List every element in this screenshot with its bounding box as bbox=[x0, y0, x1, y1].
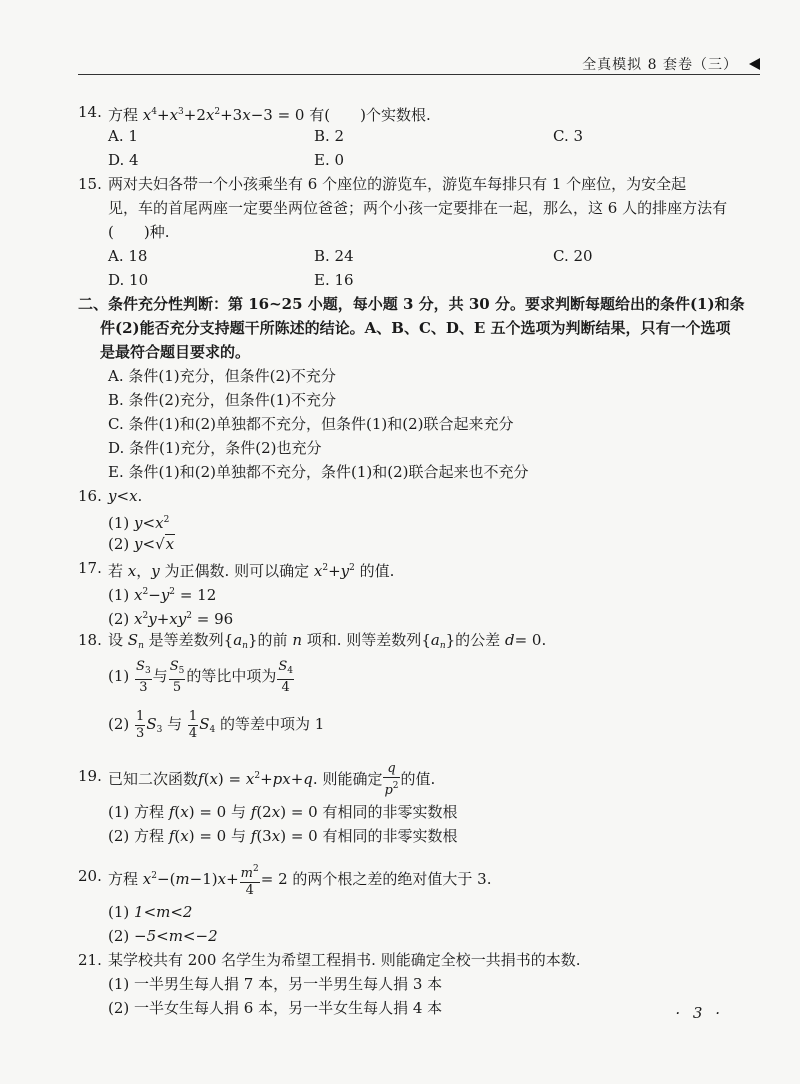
condition-1: (1) $x^2-y^2 = 12$ bbox=[108, 586, 217, 604]
question-18: 18. 设 $S_n$ 是等差数列$\{a_n\}$的前 n 项和. 则等差数列$\{a_n\}$的公差 d= 0. bbox=[78, 628, 768, 652]
question-number: 18. bbox=[78, 631, 102, 649]
condition-1: (1) 方程 f(x) = 0 与 f(2x) = 0 有相同的非零实数根 bbox=[108, 803, 458, 821]
option: D. 4 bbox=[108, 151, 139, 169]
condition-2: (2) $x^2y+xy^2 = 96$ bbox=[108, 610, 234, 628]
condition-1: (1) 一半男生每人捐 7 本，另一半男生每人捐 3 本 bbox=[108, 975, 443, 993]
option: D. 10 bbox=[108, 271, 149, 289]
condition-2: (2) $\frac{1}{3}$ $S_3$ 与 $\frac{1}{4}$ $S_4$ 的等差中项为 1 bbox=[108, 708, 325, 741]
options-row bbox=[78, 268, 768, 292]
question-number: 19. bbox=[78, 767, 102, 785]
question-14: 14. 方程 $x^4+x^3+2x^2+3x-3 = 0$ 有( )个实数根. bbox=[78, 100, 768, 124]
page-header bbox=[78, 52, 760, 75]
option: E. 16 bbox=[314, 271, 354, 289]
question-number: 16. bbox=[78, 487, 102, 505]
question-number: 15. bbox=[78, 175, 102, 193]
question-number: 14. bbox=[78, 103, 102, 121]
triangle-left-icon bbox=[749, 58, 760, 70]
question-number: 20. bbox=[78, 867, 102, 885]
condition-1: (1) 1<m<2 bbox=[108, 903, 193, 921]
judgement-option: C. 条件(1)和(2)单独都不充分，但条件(1)和(2)联合起来充分 bbox=[108, 415, 514, 433]
option: B. 24 bbox=[314, 247, 354, 265]
page-content: 14. 方程 $x^4+x^3+2x^2+3x-3 = 0$ 有( )个实数根. A. 1 B. 2 C. 3 D. 4 E. 0 15. 两对夫妇各带一个小孩乘坐有 6 个座位的游览车，游览车每排只有 1 个座位，为安全起 见，车的首尾两座一定要坐两位爸爸；两个小孩一定要排在一起，那么，这 6 人的排座方法有 ( )种. A. 18 B. 24 C. 20 D. 10 E. 16 二、条件充分性判断：第 16~25 小题，每小题 3 分，共 30 分。要求判断每题给出的条件(1)和条 件(2)能否充分支持题干所陈述的结论。A、B、C、D、E 五个选项为判断结果，只有一个选项 是最符合题目要求的。 A. 条件(1)充分，但条件(2)不充分 B. 条件(2)充分，但条件(1)不充分 C. 条件(1)和(2)单独都不充分，但条件(1)和(2)联合起来充分 D. 条件(1)充分，条件(2)也充分 E. 条件(1)和(2)单独都不充分，条件(1)和(2)联合起来也不充分 16. y<x. (1) $y<x^2$ (2) y<√x 17. 若 x，y 为正偶数. 则可以确定 $x^2+y^2$ 的值. (1) $x^2-y^2 = 12$ (2) $x^2y+xy^2 = 96$ 18. 设 $S_n$ 是等差数列$\{a_n\}$的前 n 项和. 则等差数列$\{a_n\}$的公差 d= 0. (1) $\frac{S_3}{3}$ 与 $\frac{S_5}{5}$ 的等比中项为 $\frac{S_4}{4}$ (2) $\frac{1}{3}$ $S_3$ 与 $\frac{1}{4}$ $S_4$ 的等差中项为 1 19. 已知二次函数$f(x) = x^2+px+q$. 则能确定 $\frac{q}{p^2}$ 的值. (1) 方程 f(x) = 0 与 f(2x) = 0 有相同的非零实数根 (2) 方程 f(x) = 0 与 f(3x) = 0 有相同的非零实数根 20. 方程 $x^2-(m-1)x+$ $\frac{m^2}{4}$ = 2 的两个根之差的绝对值大于 3. (1) 1<m<2 (2) −5<m<−2 21. 某学校共有 200 名学生为希望工程捐书. 则能确定全校一共捐书的本数. (1) 一半男生每人捐 7 本，另一半男生每人捐 3 本 (2) 一半女生每人捐 6 本，另一半女生每人捐 4 本 bbox=[78, 100, 768, 1020]
judgement-option: D. 条件(1)充分，条件(2)也充分 bbox=[108, 439, 322, 457]
question-17: 17. 若 x，y 为正偶数. 则可以确定 $x^2+y^2$ 的值. bbox=[78, 556, 768, 580]
question-20: 20. 方程 $x^2-(m-1)x+$ $\frac{m^2}{4}$ = 2 的两个根之差的绝对值大于 3. bbox=[78, 852, 768, 900]
question-number: 21. bbox=[78, 951, 102, 969]
condition-1: (1) $y<x^2$ bbox=[108, 514, 170, 532]
condition-2: (2) 方程 f(x) = 0 与 f(3x) = 0 有相同的非零实数根 bbox=[108, 827, 458, 845]
judgement-option: A. 条件(1)充分，但条件(2)不充分 bbox=[108, 367, 336, 385]
question-15: 15. 两对夫妇各带一个小孩乘坐有 6 个座位的游览车，游览车每排只有 1 个座位，为安全起 bbox=[78, 172, 768, 196]
condition-2: (2) 一半女生每人捐 6 本，另一半女生每人捐 4 本 bbox=[108, 999, 443, 1017]
header-title: 全真模拟 8 套卷（三） bbox=[582, 57, 738, 73]
judgement-option: E. 条件(1)和(2)单独都不充分，条件(1)和(2)联合起来也不充分 bbox=[108, 463, 529, 481]
options-row bbox=[78, 244, 768, 268]
condition-1: (1) $\frac{S_3}{3}$ 与 $\frac{S_5}{5}$ 的等比中项为 $\frac{S_4}{4}$ bbox=[108, 658, 293, 695]
condition-2: (2) y<√x bbox=[108, 535, 175, 553]
option: C. 20 bbox=[553, 247, 593, 265]
option: A. 1 bbox=[108, 127, 138, 145]
option: E. 0 bbox=[314, 151, 345, 169]
option: B. 2 bbox=[314, 127, 345, 145]
question-21: 21. 某学校共有 200 名学生为希望工程捐书. 则能确定全校一共捐书的本数. bbox=[78, 948, 768, 972]
section-heading: 二、条件充分性判断：第 16~25 小题，每小题 3 分，共 30 分。要求判断每题给出的条件(1)和条 bbox=[78, 295, 745, 313]
question-16: 16. y<x. bbox=[78, 484, 768, 508]
question-19: 19. 已知二次函数$f(x) = x^2+px+q$. 则能确定 $\frac{q}{p^2}$ 的值. bbox=[78, 752, 768, 800]
option: C. 3 bbox=[553, 127, 584, 145]
options-row bbox=[78, 124, 768, 148]
question-number: 17. bbox=[78, 559, 102, 577]
options-row bbox=[78, 148, 768, 172]
judgement-option: B. 条件(2)充分，但条件(1)不充分 bbox=[108, 391, 337, 409]
condition-2: (2) −5<m<−2 bbox=[108, 927, 218, 945]
option: A. 18 bbox=[108, 247, 148, 265]
page-number: · 3 · bbox=[675, 1004, 724, 1022]
